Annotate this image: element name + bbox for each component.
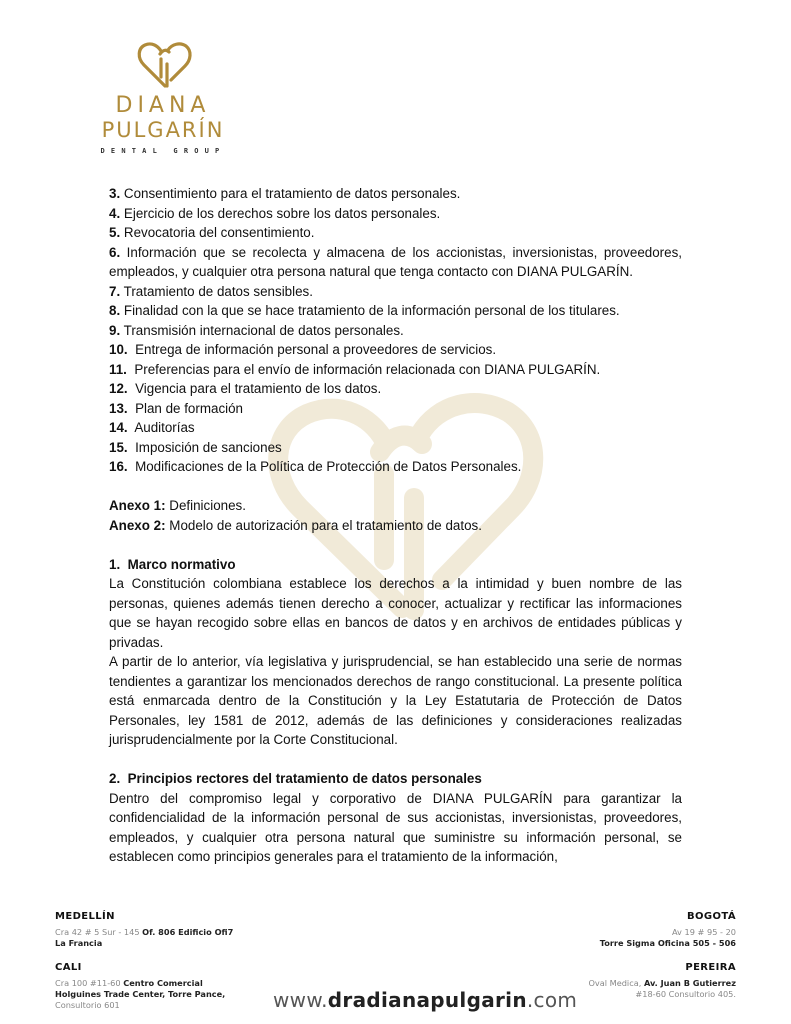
address-line: Cra 42 # 5 Sur - 145 xyxy=(55,927,143,937)
footer-city-bogota: BOGOTÁ xyxy=(686,911,736,922)
page-footer xyxy=(0,905,791,1024)
toc-item xyxy=(109,360,682,380)
spacer xyxy=(109,535,682,555)
footer-city-medellin: MEDELLÍN xyxy=(55,911,115,922)
address-line-bold: Av. Juan B Gutierrez xyxy=(643,978,736,988)
section-heading: 1. Marco normativo xyxy=(109,556,236,572)
toc-item xyxy=(109,418,682,438)
toc-item-text: Imposición de sanciones xyxy=(135,439,282,455)
section-paragraph: La Constitución colombiana establece los derechos a la intimidad y buen nombre de las personas, quienes además tienen derecho a conocer, actualizar y rectificar las informaciones que se hayan recogido sobre ellas en bancos de datos y en archivos de entidades públicas y privadas. xyxy=(109,576,682,650)
toc-item xyxy=(109,438,682,458)
website-domain: dradianapulgarin xyxy=(327,988,527,1012)
toc-item xyxy=(109,204,682,224)
spacer xyxy=(109,477,682,497)
spacer xyxy=(109,750,682,770)
toc-item-text: Transmisión internacional de datos personales. xyxy=(123,322,404,338)
toc-item xyxy=(109,340,682,360)
toc-item-text: Consentimiento para el tratamiento de datos personales. xyxy=(123,186,461,201)
footer-city-pereira: PEREIRA xyxy=(685,962,736,973)
annex-list xyxy=(109,496,682,535)
toc-item xyxy=(109,301,682,321)
footer-address-cali xyxy=(55,978,225,1011)
toc-item-text: Plan de formación xyxy=(135,400,244,416)
address-line-bold: Centro Comercial xyxy=(123,978,203,988)
toc-list xyxy=(109,184,682,477)
toc-item xyxy=(109,223,682,243)
section-marco-normativo xyxy=(109,555,682,750)
footer-address-pereira xyxy=(588,978,736,1000)
toc-item-text: Finalidad con la que se hace tratamiento de la información personal de los titulares. xyxy=(123,303,620,318)
annex-item xyxy=(109,516,682,536)
document-body xyxy=(109,184,682,867)
toc-item-text: Auditorías xyxy=(134,420,195,435)
annex-text: Definiciones. xyxy=(169,498,246,513)
annex-text: Modelo de autorización para el tratamiento de datos. xyxy=(169,517,482,533)
toc-item-text: Información que se recolecta y almacena de los accionistas, inversionistas, proveedores, empleados, y cualquier otra persona natural que tenga contacto con DIANA PULGARÍN. xyxy=(109,244,682,279)
toc-item-number: 15. xyxy=(109,439,128,455)
toc-item-number: 3. xyxy=(109,186,121,201)
toc-item-text: Ejercicio de los derechos sobre los datos personales. xyxy=(123,205,441,221)
address-line: Oval Medica, xyxy=(588,978,644,988)
footer-address-medellin xyxy=(55,927,233,949)
website-prefix: www. xyxy=(273,988,328,1012)
toc-item-number: 5. xyxy=(109,225,121,240)
logo-text-pulgarin: PULGARÍN xyxy=(101,118,225,142)
footer-city-cali: CALI xyxy=(55,962,82,973)
website-link[interactable] xyxy=(273,988,577,1012)
annex-label: Anexo 1: xyxy=(109,498,166,513)
logo-text-diana: DIANA xyxy=(115,93,211,118)
toc-item-number: 11. xyxy=(109,361,127,377)
annex-item xyxy=(109,496,682,516)
address-line-bold: La Francia xyxy=(55,938,103,948)
section-paragraph: A partir de lo anterior, vía legislativa y jurisprudencial, se han establecido una serie de normas tendientes a garantizar los mencionados derechos de rango constitucional. La presente política está enmarcada dentro de la Constitución y la Ley Estatutaria de Protección de Datos Personales, ley 1581 de 2012, además de las definiciones y consideraciones realizadas jurisprudencialmente por la Corte Constitucional. xyxy=(109,654,682,747)
address-line-bold: Holguines Trade Center, Torre Pance, xyxy=(55,989,226,999)
toc-item-text: Revocatoria del consentimiento. xyxy=(123,225,315,240)
logo-text-dental-group: DENTAL GROUP xyxy=(100,147,226,155)
section-heading: 2. Principios rectores del tratamiento de datos personales xyxy=(109,771,482,786)
toc-item xyxy=(109,184,682,204)
toc-item-number: 13. xyxy=(109,400,128,416)
toc-item-number: 10. xyxy=(109,342,128,357)
address-line: Cra 100 #11-60 xyxy=(55,978,124,988)
section-principios-rectores xyxy=(109,769,682,867)
toc-item xyxy=(109,321,682,341)
toc-item-number: 6. xyxy=(109,244,121,260)
annex-label: Anexo 2: xyxy=(109,517,166,533)
footer-address-bogota xyxy=(600,927,736,949)
toc-item xyxy=(109,457,682,477)
toc-item-number: 4. xyxy=(109,205,121,221)
toc-item-text: Preferencias para el envío de información relacionada con DIANA PULGARÍN. xyxy=(134,361,601,377)
toc-item-number: 9. xyxy=(109,322,121,338)
address-line: Consultorio 601 xyxy=(55,1000,120,1010)
toc-item-number: 7. xyxy=(109,283,121,299)
toc-item-text: Vigencia para el tratamiento de los datos. xyxy=(135,381,382,396)
toc-item-number: 16. xyxy=(109,459,128,474)
toc-item-text: Modificaciones de la Política de Protección de Datos Personales. xyxy=(135,459,522,474)
toc-item-number: 12. xyxy=(109,381,128,396)
toc-item xyxy=(109,282,682,302)
section-paragraph: Dentro del compromiso legal y corporativo de DIANA PULGARÍN para garantizar la confidencialidad de la información personal de sus accionistas, inversionistas, proveedores, empleados, y cualquier otra persona natural que suministre su información personal, se establecen como principios generales para el tratamiento de la información, xyxy=(109,790,682,864)
toc-item xyxy=(109,379,682,399)
address-line-bold: Of. 806 Edificio Ofi7 xyxy=(142,927,234,937)
toc-item-number: 14. xyxy=(109,420,128,435)
address-line-bold: Torre Sigma Oficina 505 - 506 xyxy=(599,938,736,948)
brand-logo xyxy=(96,38,230,162)
toc-item-number: 8. xyxy=(109,303,121,318)
website-suffix: .com xyxy=(526,988,578,1012)
address-line: Av 19 # 95 - 20 xyxy=(671,927,736,937)
toc-item-text: Tratamiento de datos sensibles. xyxy=(123,283,313,299)
heart-logo-icon xyxy=(136,40,194,90)
address-line: #18-60 Consultorio 405. xyxy=(635,989,736,999)
toc-item xyxy=(109,243,682,282)
toc-item-text: Entrega de información personal a proveedores de servicios. xyxy=(135,342,497,357)
toc-item xyxy=(109,399,682,419)
